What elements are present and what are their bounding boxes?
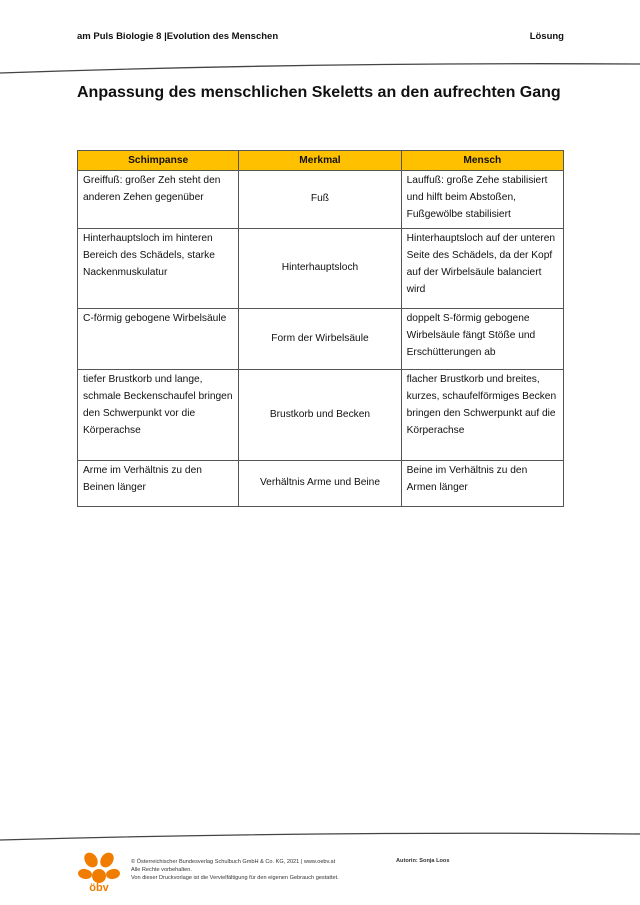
- cell-merkmal: Hinterhauptsloch: [239, 229, 401, 309]
- logo-text: öbv: [89, 882, 109, 894]
- author-credit: Autorin: Sonja Loos: [396, 858, 450, 864]
- cell-mensch: Lauffuß: große Zehe stabilisiert und hilft beim Abstoßen, Fußgewölbe stabilisiert: [401, 171, 563, 229]
- header-book-title: am Puls Biologie 8 |Evolution des Menschen: [77, 31, 279, 42]
- cell-schimpanse: Greiffuß: großer Zeh steht den anderen Zehen gegenüber: [78, 171, 239, 229]
- table-row: [78, 229, 564, 309]
- rights-line: Alle Rechte vorbehalten.: [131, 867, 192, 873]
- header-solution-label: Lösung: [529, 31, 564, 42]
- page-title: Anpassung des menschlichen Skeletts an den aufrechten Gang: [77, 84, 561, 101]
- cell-schimpanse: C-förmig gebogene Wirbelsäule: [78, 309, 239, 370]
- cell-mensch: Beine im Verhältnis zu den Armen länger: [401, 461, 563, 507]
- cell-schimpanse: Arme im Verhältnis zu den Beinen länger: [78, 461, 239, 507]
- table-row: [78, 461, 564, 507]
- table-row: [78, 171, 564, 229]
- cell-mensch: flacher Brustkorb und breites, kurzes, schaufelförmiges Becken bringen den Schwerpunkt auf die Körperachse: [401, 370, 563, 461]
- column-header-merkmal: Merkmal: [239, 151, 401, 171]
- table-row: [78, 309, 564, 370]
- table-row: [78, 370, 564, 461]
- cell-merkmal: Fuß: [239, 171, 401, 229]
- usage-line: Von dieser Druckvorlage ist die Vervielfältigung für den eigenen Gebrauch gestattet.: [131, 875, 339, 881]
- column-header-mensch: Mensch: [401, 151, 563, 171]
- table-header-row: [78, 151, 564, 171]
- comparison-table: [77, 150, 564, 507]
- copyright-line: © Österreichischer Bundesverlag Schulbuch GmbH & Co. KG, 2021 | www.oebv.at: [131, 859, 336, 865]
- cell-merkmal: Verhältnis Arme und Beine: [239, 461, 401, 507]
- footer-divider-curve: [0, 830, 640, 850]
- cell-mensch: Hinterhauptsloch auf der unteren Seite des Schädels, da der Kopf auf der Wirbelsäule balanciert wird: [401, 229, 563, 309]
- cell-merkmal: Brustkorb und Becken: [239, 370, 401, 461]
- legal-notice: [131, 858, 339, 882]
- cell-mensch: doppelt S-förmig gebogene Wirbelsäule fängt Stöße und Erschütterungen ab: [401, 309, 563, 370]
- cell-schimpanse: Hinterhauptsloch im hinteren Bereich des Schädels, starke Nackenmuskulatur: [78, 229, 239, 309]
- column-header-schimpanse: Schimpanse: [78, 151, 239, 171]
- oebv-logo: [77, 850, 121, 894]
- header-divider-curve: [0, 0, 640, 80]
- cell-schimpanse: tiefer Brustkorb und lange, schmale Beckenschaufel bringen den Schwerpunkt vor die Körperachse: [78, 370, 239, 461]
- cell-merkmal: Form der Wirbelsäule: [239, 309, 401, 370]
